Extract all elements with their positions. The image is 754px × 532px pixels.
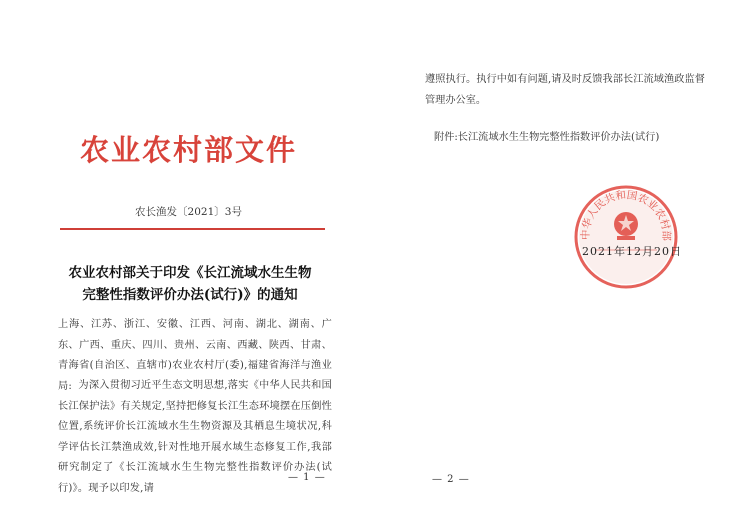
body-paragraph-1: 为深入贯彻习近平生态文明思想,落实《中华人民共和国长江保护法》有关规定,坚持把修复长江生态环境摆在压倒性位置,系统评价长江流域水生生物资源及其栖息生境状况,科学评估长江禁渔成效,针对性地开展水域生态修复工作,我部研究制定了《长江流域水生生物完整性指数评价办法(试行)》。现予以印发,请 <box>58 380 332 494</box>
page-number-2: — 2 — <box>432 474 470 485</box>
title-line-2: 完整性指数评价办法(试行)》的通知 <box>82 287 298 303</box>
title-line-1: 农业农村部关于印发《长江流域水生生物 <box>68 265 312 281</box>
page-number-1: — 1 — <box>288 472 326 483</box>
addressee: 上海、江苏、浙江、安徽、江西、河南、湖北、湖南、广东、广西、重庆、四川、贵州、云南、西藏、陕西、甘肃、青海省(自治区、直辖市)农业农村厅(委),福建省海洋与渔业局: <box>58 319 332 392</box>
attachment-line: 附件:长江流域水生生物完整性指数评价办法(试行) <box>434 132 660 143</box>
document-title <box>40 262 340 306</box>
document-number: 农长渔发〔2021〕3号 <box>135 206 242 218</box>
continuation-paragraph: 遵照执行。执行中如有问题,请及时反馈我部长江流域渔政监督管理办公室。 <box>425 74 705 106</box>
seal-text: 中华人民共和国农业农村部 <box>579 189 673 241</box>
red-divider <box>60 228 325 230</box>
document-header: 农业农村部文件 <box>79 133 297 167</box>
official-seal <box>573 184 679 290</box>
document-date: 2021年12月20日 <box>582 245 682 258</box>
